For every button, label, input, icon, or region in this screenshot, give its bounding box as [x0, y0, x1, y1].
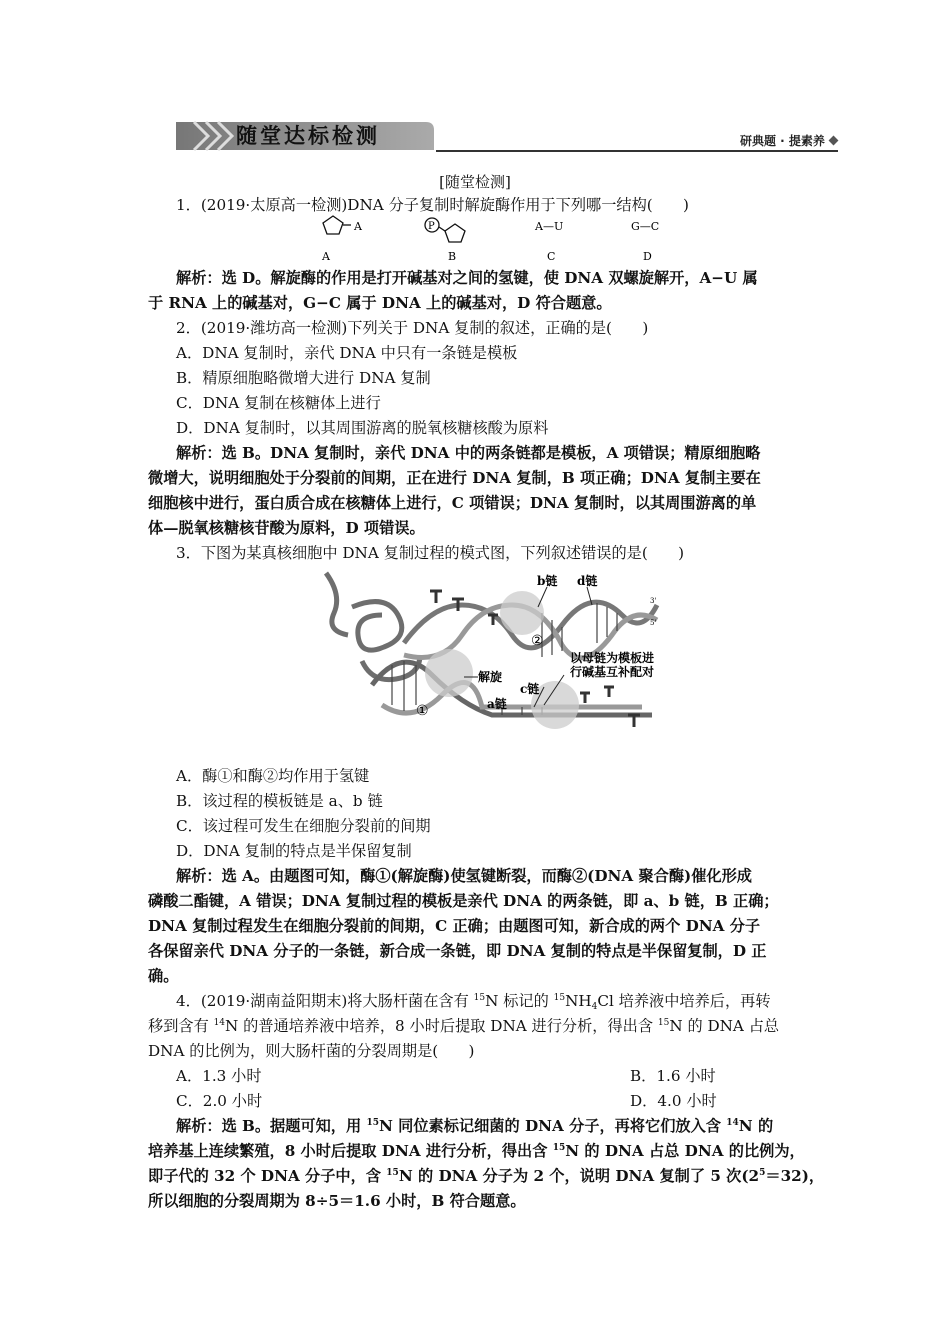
- q3-dna-replication-figure: [312, 565, 664, 745]
- fig-label-enzyme-2: ②: [531, 633, 544, 649]
- q1-analysis-line-2: 于 RNA 上的碱基对，G−C 属于 DNA 上的碱基对，D 符合题意。: [148, 294, 612, 312]
- q4-option-d: D．4.0 小时: [630, 1092, 717, 1110]
- text-run: 4．(2019·湖南益阳期末)将大肠杆菌在含有: [176, 992, 474, 1010]
- fig-label-d-chain: d链: [577, 574, 598, 588]
- q3-analysis-line-3: DNA 复制过程发生在细胞分裂前的间期，C 正确；由题图可知，新合成的两个 DNA 分子: [148, 917, 761, 935]
- header-right-text: 研典题 · 提素养: [740, 134, 825, 148]
- fig-label-c: C: [547, 250, 556, 263]
- text-run: N 的: [738, 1117, 774, 1135]
- superscript: 15: [657, 1018, 670, 1028]
- q1-figure: [318, 213, 678, 265]
- superscript: 5: [759, 1168, 766, 1178]
- superscript: 15: [553, 993, 566, 1003]
- banner-title: 随堂达标检测: [236, 124, 380, 148]
- fig-template-note-2: 行碱基互补配对: [570, 665, 655, 679]
- q4-option-b: B．1.6 小时: [630, 1067, 716, 1085]
- q4-stem-line-2: [148, 1016, 779, 1036]
- q4-analysis-line-2: [148, 1141, 805, 1161]
- q4-option-a: A．1.3 小时: [176, 1067, 262, 1085]
- text-run: Cl 培养液中培养后，再转: [597, 992, 771, 1010]
- text-run: ＝32)，: [765, 1167, 825, 1185]
- fig-b-circle: P: [428, 221, 435, 232]
- fig-template-note-1: 以母链为模板进: [570, 651, 655, 665]
- q3-analysis-line-2: 磷酸二酯键，A 错误；DNA 复制过程的模板是亲代 DNA 的两条链，即 a、b 链，B 正确；: [148, 892, 779, 910]
- q4-option-c: C．2.0 小时: [176, 1092, 263, 1110]
- q3-option-d: D．DNA 复制的特点是半保留复制: [176, 842, 412, 860]
- pentagon-icon: [323, 216, 343, 234]
- q1-analysis-line-1: 解析：选 D。解旋酶的作用是打开碱基对之间的氢键，使 DNA 双螺旋解开，A−U 属: [176, 269, 758, 287]
- text-run: 移到含有: [148, 1017, 214, 1035]
- fig-label-d: D: [643, 250, 652, 263]
- text-run: N 的 DNA 占总: [669, 1017, 780, 1035]
- fig-label-unwind: 解旋: [478, 670, 503, 684]
- text-run: N 的 DNA 分子为 2 个，说明 DNA 复制了 5 次(2: [398, 1167, 760, 1185]
- superscript: 15: [473, 993, 486, 1003]
- q3-stem: 3．下图为某真核细胞中 DNA 复制过程的模式图，下列叙述错误的是( ): [176, 544, 685, 562]
- diamond-icon: [828, 136, 838, 146]
- fig-prime-3: 3': [650, 597, 657, 605]
- enzyme-2-icon: [500, 591, 544, 635]
- text-run: 培养基上连续繁殖，8 小时后提取 DNA 进行分析，得出含: [148, 1142, 553, 1160]
- q3-analysis-line-5: 确。: [148, 967, 179, 985]
- text-run: 解析：选 B。据题可知，用: [176, 1117, 367, 1135]
- text-run: N 标记的: [485, 992, 554, 1010]
- q2-analysis-line-3: 细胞核中进行，蛋白质合成在核糖体上进行，C 项错误；DNA 复制时，以其周围游离的单: [148, 494, 757, 512]
- q2-option-a: A．DNA 复制时，亲代 DNA 中只有一条链是模板: [176, 344, 518, 362]
- fig-label-enzyme-1: ①: [416, 703, 429, 719]
- q2-stem: 2．(2019·潍坊高一检测)下列关于 DNA 复制的叙述，正确的是( ): [176, 319, 649, 337]
- pentagon-icon-b: [445, 224, 465, 242]
- superscript: 15: [366, 1118, 380, 1128]
- q3-option-c: C．该过程可发生在细胞分裂前的间期: [176, 817, 431, 835]
- q3-option-a: A．酶①和酶②均作用于氢键: [176, 767, 370, 785]
- q4-analysis-line-3: [148, 1166, 824, 1186]
- q2-option-c: C．DNA 复制在核糖体上进行: [176, 394, 381, 412]
- fig-label-c-chain: c链: [520, 682, 540, 696]
- q3-option-b: B．该过程的模板链是 a、b 链: [176, 792, 383, 810]
- q2-option-b: B．精原细胞略微增大进行 DNA 复制: [176, 369, 431, 387]
- superscript: 15: [386, 1168, 399, 1178]
- q4-analysis-line-4: 所以细胞的分裂周期为 8÷5＝1.6 小时，B 符合题意。: [148, 1192, 526, 1210]
- enzyme-1-icon: [425, 649, 473, 697]
- header-rule: [436, 150, 838, 152]
- superscript: 14: [726, 1118, 739, 1128]
- q2-analysis-line-4: 体—脱氧核糖核苷酸为原料，D 项错误。: [148, 519, 425, 537]
- text-run: NH: [565, 992, 592, 1010]
- fig-prime-5: 5': [650, 619, 657, 627]
- q2-analysis-line-1: 解析：选 B。DNA 复制时，亲代 DNA 中的两条链都是模板，A 项错误；精原细胞略: [176, 444, 761, 462]
- text-run: N 的普通培养液中培养，8 小时后提取 DNA 进行分析，得出含: [225, 1017, 658, 1035]
- text-run: 即子代的 32 个 DNA 分子中，含: [148, 1167, 387, 1185]
- fig-label-a-chain: a链: [487, 697, 507, 711]
- q4-analysis-line-1: [176, 1116, 773, 1136]
- fig-a-text: A: [354, 220, 362, 233]
- text-run: N 同位素标记细菌的 DNA 分子，再将它们放入含: [379, 1117, 727, 1135]
- superscript: 15: [552, 1143, 566, 1153]
- q4-stem-line-1: [176, 991, 771, 1011]
- fig-c-text: A—U: [535, 220, 564, 233]
- q4-stem-line-3: DNA 的比例为，则大肠杆菌的分裂周期是( ): [148, 1042, 475, 1060]
- header-right-label: [740, 132, 837, 149]
- fig-label-a: A: [322, 250, 330, 263]
- q3-analysis-line-1: 解析：选 A。由题图可知，酶①(解旋酶)使氢键断裂，而酶②(DNA 聚合酶)催化形成: [176, 867, 752, 885]
- q1-stem: 1．(2019·太原高一检测)DNA 分子复制时解旋酶作用于下列哪一结构( ): [176, 196, 689, 214]
- subscript: 4: [591, 1002, 598, 1012]
- text-run: N 的 DNA 占总 DNA 的比例为，: [565, 1142, 805, 1160]
- q2-analysis-line-2: 微增大，说明细胞处于分裂前的间期，正在进行 DNA 复制，B 项正确；DNA 复制主要在: [148, 469, 761, 487]
- fig-d-text: G—C: [631, 220, 660, 233]
- q3-analysis-line-4: 各保留亲代 DNA 分子的一条链，新合成一条链，即 DNA 复制的特点是半保留复制，D 正: [148, 942, 767, 960]
- fig-label-b-chain: b链: [537, 574, 558, 588]
- superscript: 14: [213, 1018, 226, 1028]
- section-title: [随堂检测]: [439, 173, 511, 191]
- q2-option-d: D．DNA 复制时，以其周围游离的脱氧核糖核酸为原料: [176, 419, 549, 437]
- fig-label-b: B: [448, 250, 457, 263]
